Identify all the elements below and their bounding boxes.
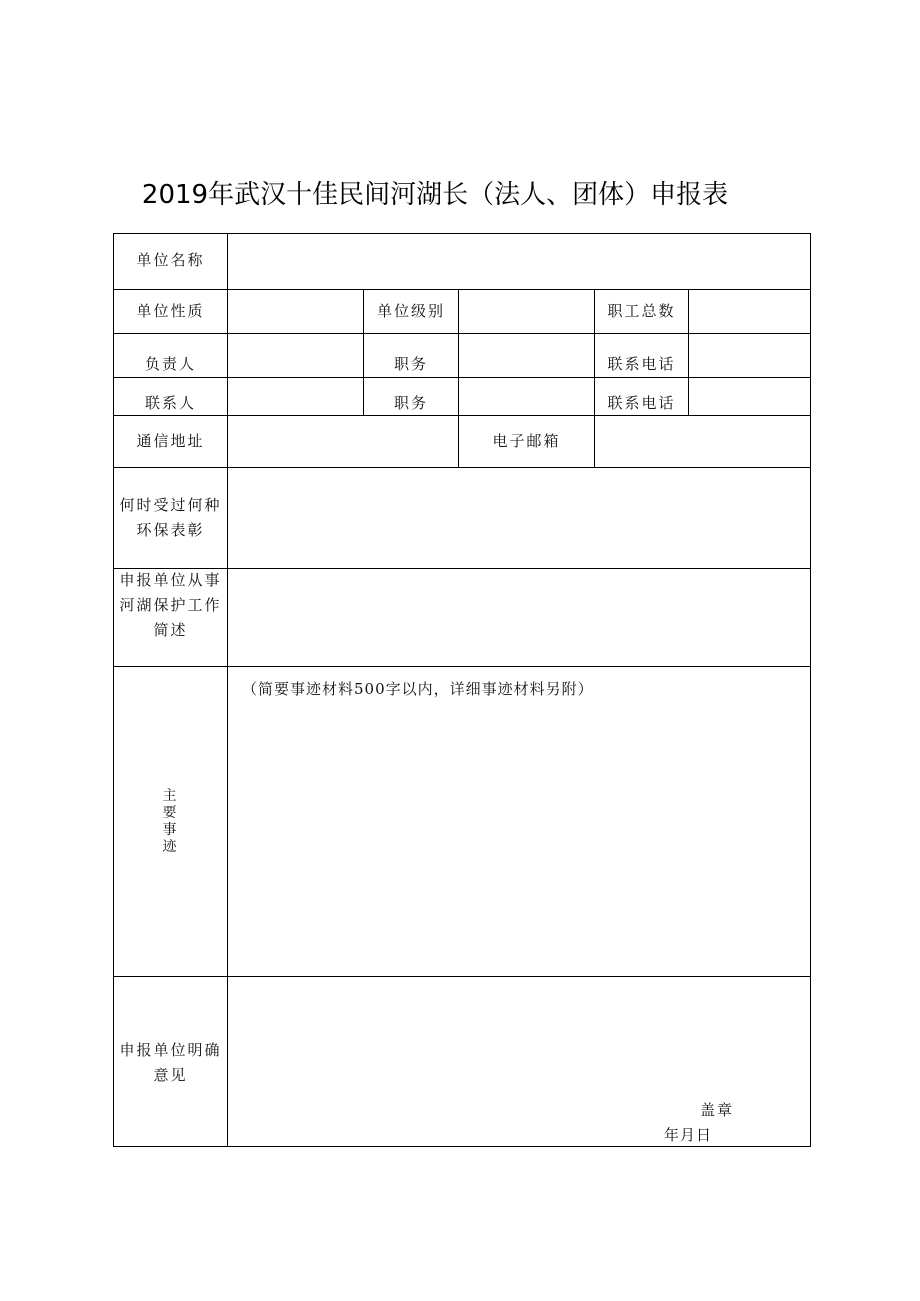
- label-awards: [113, 493, 228, 543]
- deeds-note: （简要事迹材料500字以内，详细事迹材料另附）: [242, 680, 594, 698]
- address-field[interactable]: [228, 416, 458, 467]
- work-summary-field[interactable]: [228, 569, 810, 666]
- label-work-summary: [113, 568, 228, 643]
- label-opinion: [113, 1038, 228, 1088]
- row-border: [113, 1146, 811, 1147]
- page-title: 2019年武汉十佳民间河湖长（法人、团体）申报表: [141, 180, 729, 210]
- label-unit-nature: 单位性质: [136, 302, 205, 320]
- staff-total-field[interactable]: [689, 290, 810, 333]
- label-email: 电子邮箱: [492, 432, 561, 450]
- col-border: [810, 233, 811, 1147]
- label-staff-total: 职工总数: [607, 302, 676, 320]
- label-opinion-line: 意见: [153, 1066, 188, 1084]
- label-address: 通信地址: [136, 432, 205, 450]
- leader-field[interactable]: [228, 334, 363, 377]
- label-unit-name: 单位名称: [136, 251, 205, 269]
- label-awards-line: 何时受过何种: [119, 496, 222, 514]
- row-border: [113, 666, 811, 667]
- unit-name-field[interactable]: [228, 234, 810, 289]
- awards-field[interactable]: [228, 468, 810, 568]
- contact-field[interactable]: [228, 378, 363, 415]
- leader-phone-field[interactable]: [689, 334, 810, 377]
- main-deeds-field[interactable]: [228, 705, 810, 976]
- label-phone: 联系电话: [607, 394, 676, 412]
- label-work-line: 申报单位从事: [119, 571, 222, 589]
- label-work-line: 简述: [153, 621, 188, 639]
- label-awards-line: 环保表彰: [136, 521, 205, 539]
- unit-level-field[interactable]: [459, 290, 594, 333]
- label-deeds-char: 要: [162, 805, 179, 821]
- label-deeds-char: 主: [162, 788, 179, 804]
- label-work-line: 河湖保护工作: [119, 596, 222, 614]
- label-contact: 联系人: [144, 394, 196, 412]
- unit-nature-field[interactable]: [228, 290, 363, 333]
- label-deeds-char: 迹: [162, 839, 179, 855]
- label-phone: 联系电话: [607, 355, 676, 373]
- date-label: 年月日: [664, 1126, 713, 1144]
- label-unit-level: 单位级别: [376, 302, 445, 320]
- leader-position-field[interactable]: [459, 334, 594, 377]
- label-position: 职务: [393, 355, 428, 373]
- label-position: 职务: [393, 394, 428, 412]
- label-leader: 负责人: [144, 355, 196, 373]
- seal-label: 盖章: [700, 1101, 735, 1119]
- label-deeds-char: 事: [162, 822, 179, 838]
- label-opinion-line: 申报单位明确: [119, 1041, 222, 1059]
- contact-position-field[interactable]: [459, 378, 594, 415]
- label-main-deeds: [113, 788, 228, 856]
- opinion-field[interactable]: [228, 977, 810, 1087]
- email-field[interactable]: [595, 416, 810, 467]
- contact-phone-field[interactable]: [689, 378, 810, 415]
